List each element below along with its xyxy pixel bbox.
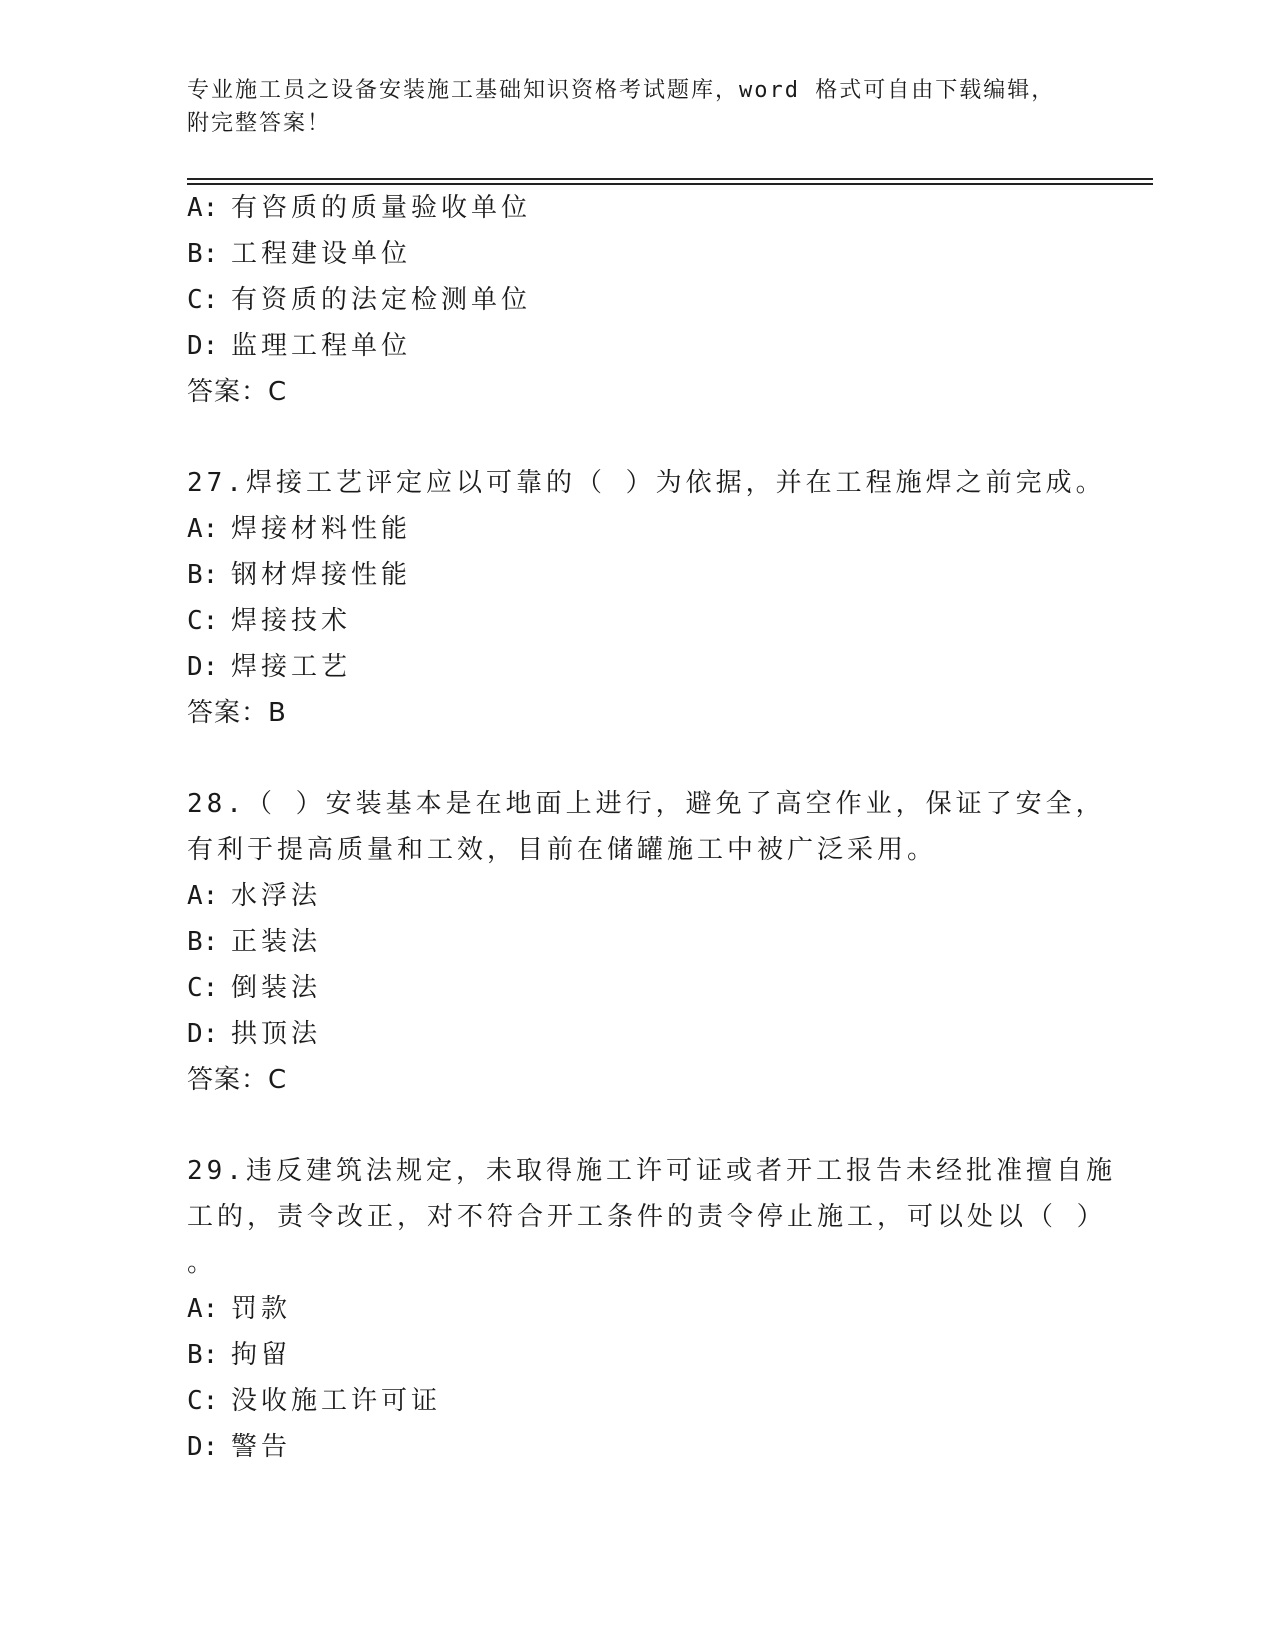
option-text: 警告 bbox=[231, 1432, 292, 1462]
question-block-q26-tail bbox=[187, 185, 1107, 415]
option-key: D: bbox=[187, 1019, 219, 1049]
answer-option bbox=[187, 1011, 1107, 1057]
option-key: D: bbox=[187, 331, 219, 361]
option-text: 焊接材料性能 bbox=[231, 514, 412, 544]
option-key: D: bbox=[187, 1432, 219, 1462]
option-key: B: bbox=[187, 560, 219, 590]
answer-option bbox=[187, 1286, 1107, 1332]
question-block-q27 bbox=[187, 460, 1107, 736]
option-text: 拱顶法 bbox=[231, 1019, 322, 1049]
question-stem-line: 29.违反建筑法规定，未取得施工许可证或者开工报告未经批准擅自施 bbox=[187, 1156, 1116, 1186]
option-text: 罚款 bbox=[231, 1294, 292, 1324]
option-text: 监理工程单位 bbox=[231, 331, 412, 361]
block-spacer bbox=[187, 736, 1107, 781]
block-spacer bbox=[187, 1103, 1107, 1148]
option-key: B: bbox=[187, 239, 219, 269]
option-text: 水浮法 bbox=[231, 881, 322, 911]
option-text: 正装法 bbox=[231, 927, 322, 957]
answer-option bbox=[187, 231, 1107, 277]
block-spacer bbox=[187, 415, 1107, 460]
option-text: 有资质的法定检测单位 bbox=[231, 285, 532, 315]
option-text: 没收施工许可证 bbox=[231, 1386, 442, 1416]
question-stem-line: 。 bbox=[187, 1248, 218, 1278]
answer-option bbox=[187, 919, 1107, 965]
option-key: A: bbox=[187, 193, 219, 223]
answer-option bbox=[187, 552, 1107, 598]
option-key: C: bbox=[187, 1386, 219, 1416]
option-text: 有咨质的质量验收单位 bbox=[231, 193, 532, 223]
answer-option bbox=[187, 1424, 1107, 1470]
answer-option bbox=[187, 965, 1107, 1011]
answer-option bbox=[187, 873, 1107, 919]
answer-option bbox=[187, 644, 1107, 690]
answer-option bbox=[187, 1378, 1107, 1424]
option-text: 拘留 bbox=[231, 1340, 292, 1370]
option-text: 焊接技术 bbox=[231, 606, 352, 636]
option-key: C: bbox=[187, 606, 219, 636]
option-text: 焊接工艺 bbox=[231, 652, 352, 682]
answer-option bbox=[187, 506, 1107, 552]
option-key: B: bbox=[187, 1340, 219, 1370]
option-text: 钢材焊接性能 bbox=[231, 560, 412, 590]
question-stem-line: 27.焊接工艺评定应以可靠的（ ）为依据，并在工程施焊之前完成。 bbox=[187, 468, 1106, 498]
option-key: C: bbox=[187, 973, 219, 1003]
answer-key: 答案：B bbox=[187, 698, 287, 728]
question-block-q29 bbox=[187, 1148, 1116, 1470]
option-key: A: bbox=[187, 881, 219, 911]
option-text: 工程建设单位 bbox=[231, 239, 412, 269]
answer-option bbox=[187, 598, 1107, 644]
question-block-q28 bbox=[187, 781, 1107, 1103]
answer-option bbox=[187, 1332, 1107, 1378]
option-key: A: bbox=[187, 514, 219, 544]
answer-key: 答案：C bbox=[187, 377, 288, 407]
question-stem-line: 有利于提高质量和工效，目前在储罐施工中被广泛采用。 bbox=[187, 835, 938, 865]
answer-option bbox=[187, 277, 1107, 323]
answer-option bbox=[187, 185, 1107, 231]
question-stem-line: 工的，责令改正，对不符合开工条件的责令停止施工，可以处以（ ） bbox=[187, 1202, 1107, 1232]
option-key: C: bbox=[187, 285, 219, 315]
header-divider-top bbox=[187, 178, 1153, 180]
option-key: D: bbox=[187, 652, 219, 682]
option-key: B: bbox=[187, 927, 219, 957]
answer-key: 答案：C bbox=[187, 1065, 288, 1095]
answer-option bbox=[187, 323, 1107, 369]
document-header bbox=[187, 74, 1087, 140]
header-line-1: 专业施工员之设备安装施工基础知识资格考试题库，word 格式可自由下载编辑， bbox=[187, 78, 1056, 103]
option-text: 倒装法 bbox=[231, 973, 322, 1003]
header-line-2: 附完整答案！ bbox=[187, 111, 332, 136]
option-key: A: bbox=[187, 1294, 219, 1324]
question-stem-line: 28.（ ）安装基本是在地面上进行，避免了高空作业，保证了安全， bbox=[187, 789, 1106, 819]
question-list bbox=[187, 185, 1116, 1470]
